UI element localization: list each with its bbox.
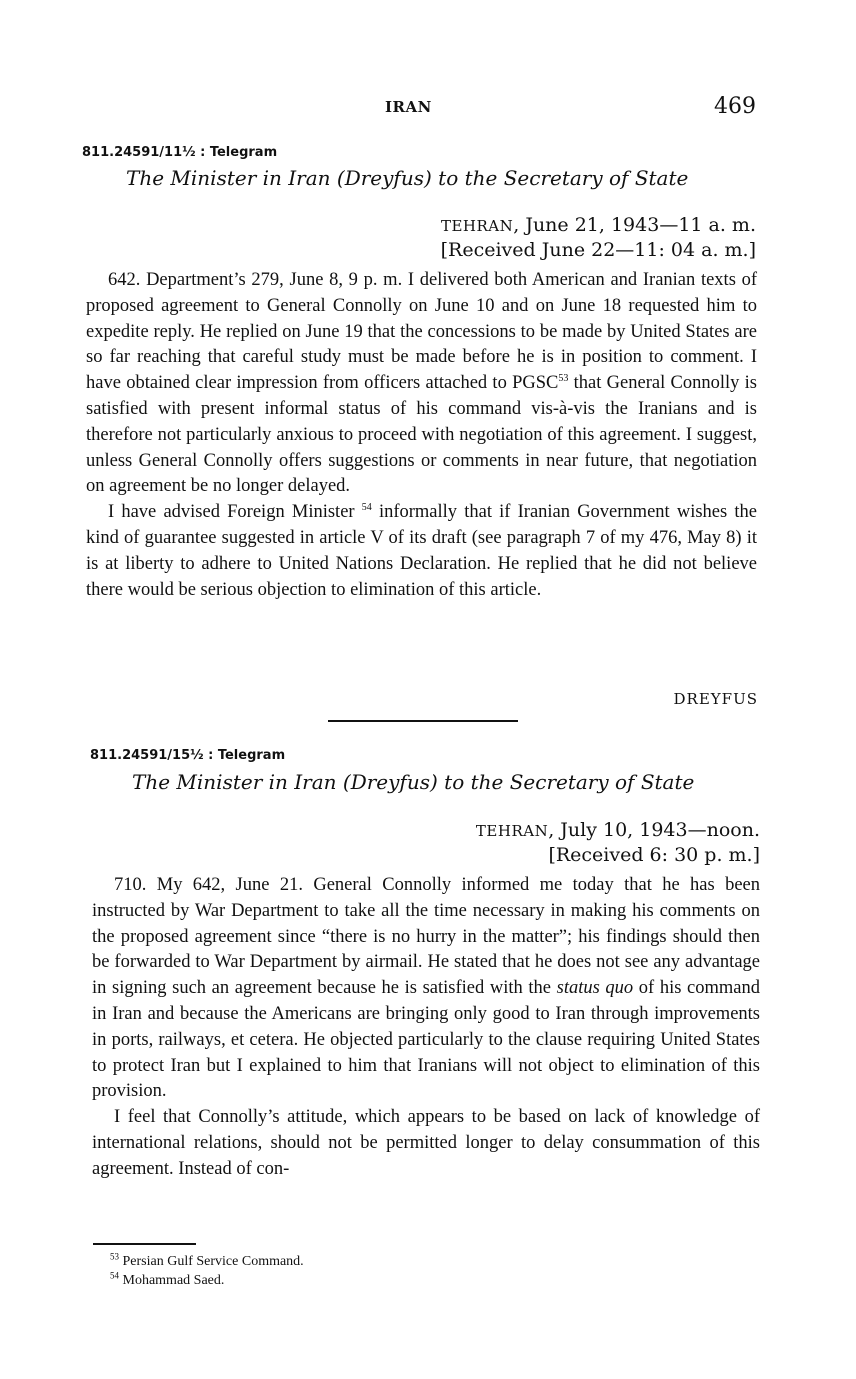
dateline-2	[476, 819, 760, 841]
footnote-text: Mohammad Saed.	[122, 1273, 225, 1288]
footnote-54	[110, 1270, 225, 1289]
footnote-text: Persian Gulf Service Command.	[122, 1254, 304, 1269]
text-run: I have advised Foreign Minister	[108, 502, 355, 523]
file-reference-1: 811.24591/11½ : Telegram	[82, 145, 278, 160]
footnote-mark: 54	[110, 1270, 119, 1281]
file-reference-2: 811.24591/15½ : Telegram	[90, 748, 286, 763]
text-run: that General Connolly is satisfied with present informal status of his command vis-à-vis the Iranians and is therefore not particularly anxious to proceed with negotiation of this agreement. I suggest, unless General Connolly offers suggestions or comments in near future, that negotiation on agreement be no longer delayed.	[86, 373, 757, 497]
telegram-2-body	[92, 873, 760, 1183]
page-number: 469	[714, 94, 756, 119]
footnote-53	[110, 1251, 304, 1270]
text-run: informally that if Iranian Government wishes the kind of guarantee suggested in article V of its draft (see paragraph 7 of my 476, May 8) it is at liberty to adhere to United Nations Declaration. He replied that he did not believe there would be serious objection to elimination of this article.	[86, 502, 758, 600]
text-run: 710. My 642, June 21. General Connolly informed me today that he has been instructed by War Department to take all the time necessary in making his comments on the proposed agreement since “there is no hurry in the matter”; his findings should then be forwarded to War Department by airmail. He stated that he does not see any advantage in signing such an agreement because he is satisfied with the	[92, 875, 760, 999]
signature-1: DREYFUS	[673, 690, 758, 708]
telegram-1-body	[86, 268, 757, 603]
dateline-date: , July 10, 1943—noon.	[548, 819, 760, 841]
dateline-date: , June 21, 1943—11 a. m.	[513, 214, 756, 236]
dateline-place: TEHRAN	[475, 822, 549, 840]
text-run: 642. Department’s 279, June 8, 9 p. m. I delivered both American and Iranian texts of proposed agreement to General Connolly on June 10 and on June 18 requested him to expedite reply. He replied on June 19 that the concessions to be made by United States are so far reaching that careful study must be made before he is in position to comment. I have obtained clear impression from officers attached to PGSC	[86, 270, 757, 394]
paragraph	[86, 268, 757, 500]
text-run: of his command in Iran and because the Americans are bringing only good to Iran through improvements in ports, railways, et cetera. He objected particularly to the clause requiring United States to protect Iran but I explained to him that Iranians will not object to elimination of this provision.	[92, 978, 761, 1102]
footnote-mark: 53	[110, 1251, 119, 1262]
dateline-1	[441, 214, 756, 236]
title-name: Dreyfus	[350, 770, 430, 794]
received-line-1: [Received June 22—11: 04 a. m.]	[440, 239, 756, 261]
footnote-ref-53: 53	[558, 373, 569, 385]
title-part-b: to the Secretary of State	[438, 166, 689, 190]
dateline-place: TEHRAN	[440, 217, 514, 235]
document-title-2: The Minister in Iran (Dreyfus) to the Secretary of State	[132, 770, 695, 794]
received-line-2: [Received 6: 30 p. m.]	[548, 844, 760, 866]
title-part-a: The Minister in Iran	[126, 166, 331, 190]
section-divider	[328, 720, 518, 722]
running-head: IRAN	[385, 98, 432, 116]
italic-phrase: status quo	[556, 978, 634, 999]
title-part-b: to the Secretary of State	[444, 770, 695, 794]
document-title-1: The Minister in Iran (Dreyfus) to the Secretary of State	[126, 166, 689, 190]
paragraph	[92, 873, 760, 1105]
title-part-a: The Minister in Iran	[132, 770, 337, 794]
paragraph: I feel that Connolly’s attitude, which appears to be based on lack of knowledge of international relations, should not be permitted longer to delay consummation of this agreement. Instead of con-	[92, 1107, 760, 1179]
title-name: Dreyfus	[344, 166, 424, 190]
paragraph	[86, 500, 757, 603]
footnote-ref-54: 54	[361, 502, 372, 514]
footnote-rule	[93, 1243, 196, 1245]
